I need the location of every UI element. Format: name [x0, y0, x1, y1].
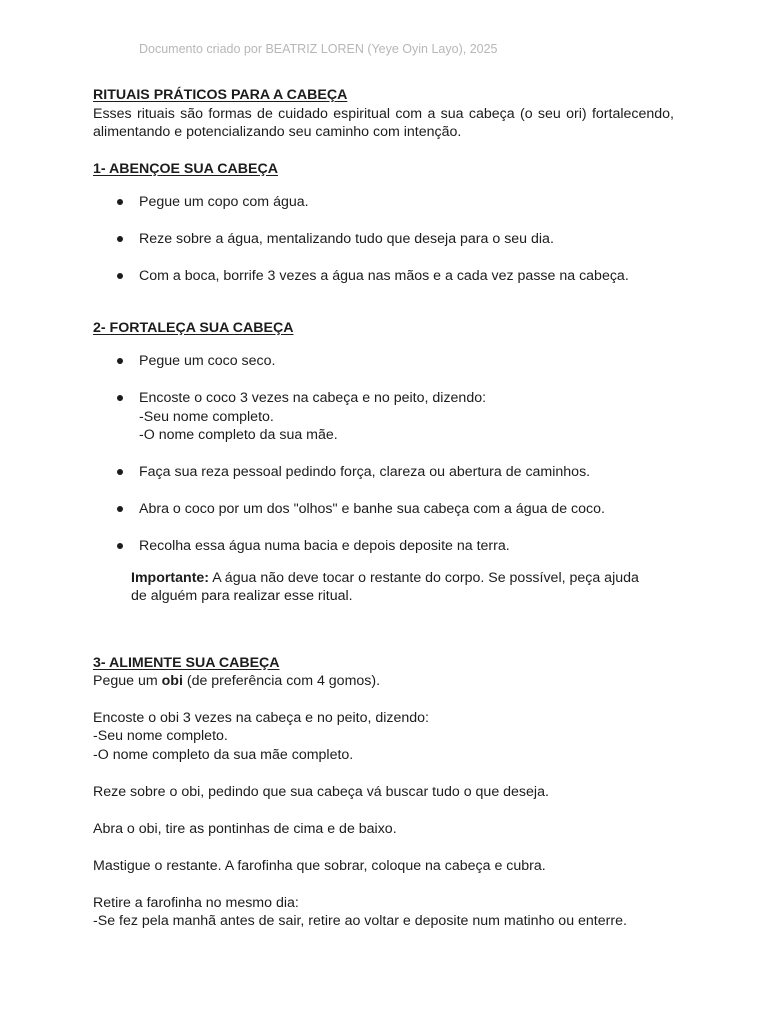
list-item: Faça sua reza pessoal pedindo força, clareza ou abertura de caminhos.	[93, 463, 674, 482]
paragraph-line: Mastigue o restante. A farofinha que sobrar, coloque na cabeça e cubra.	[93, 857, 546, 874]
section-2-list	[93, 352, 674, 556]
paragraph-line: Reze sobre o obi, pedindo que sua cabeça vá buscar tudo o que deseja.	[93, 783, 549, 800]
obi-line-post: (de preferência com 4 gomos).	[182, 673, 381, 689]
section-2-heading: 2- FORTALEÇA SUA CABEÇA	[93, 319, 294, 336]
important-label: Importante:	[131, 569, 210, 586]
paragraph-line: -Se fez pela manhã antes de sair, retire ao voltar e deposite num matinho ou enterre.	[93, 913, 627, 929]
paragraph-line: Abra o obi, tire as pontinhas de cima e de baixo.	[93, 820, 397, 837]
section-1-list	[93, 193, 674, 286]
obi-line-pre: Pegue um	[93, 673, 162, 689]
section-1-heading: 1- ABENÇOE SUA CABEÇA	[93, 160, 278, 177]
paragraph-line: Encoste o obi 3 vezes na cabeça e no peito, dizendo:	[93, 709, 430, 726]
list-item: Pegue um coco seco.	[93, 352, 674, 371]
list-item: Recolha essa água numa bacia e depois deposite na terra.	[93, 537, 674, 556]
important-note	[131, 569, 651, 606]
list-item: Com a boca, borrife 3 vezes a água nas mãos e a cada vez passe na cabeça.	[93, 267, 674, 286]
paragraph-line: -O nome completo da sua mãe completo.	[93, 746, 354, 763]
list-item-text: Encoste o coco 3 vezes na cabeça e no peito, dizendo:	[139, 390, 487, 406]
obi-bold: obi	[161, 673, 183, 689]
document-body	[93, 86, 674, 931]
list-item: Pegue um copo com água.	[93, 193, 674, 212]
list-subline: -O nome completo da sua mãe.	[139, 427, 338, 443]
document-credit: Documento criado por BEATRIZ LOREN (Yeye Oyin Layo), 2025	[139, 42, 498, 56]
important-text: A água não deve tocar o restante do corpo. Se possível, peça ajuda de alguém para realizar esse ritual.	[131, 569, 639, 604]
section-3-heading: 3- ALIMENTE SUA CABEÇA	[93, 654, 280, 671]
intro-paragraph: Esses rituais são formas de cuidado espiritual com a sua cabeça (o seu ori) fortalecendo, alimentando e potencializando seu caminho com intenção.	[93, 105, 674, 140]
list-subline: -Seu nome completo.	[139, 408, 274, 425]
paragraph-line: Retire a farofinha no mesmo dia:	[93, 894, 299, 911]
obi-line	[93, 672, 674, 691]
list-item: Reze sobre a água, mentalizando tudo que deseja para o seu dia.	[93, 230, 674, 249]
document-title: RITUAIS PRÁTICOS PARA A CABEÇA	[93, 87, 348, 103]
paragraph-line: -Seu nome completo.	[93, 728, 228, 744]
list-item-with-sub	[93, 389, 674, 445]
list-item: Abra o coco por um dos "olhos" e banhe sua cabeça com a água de coco.	[93, 500, 674, 519]
